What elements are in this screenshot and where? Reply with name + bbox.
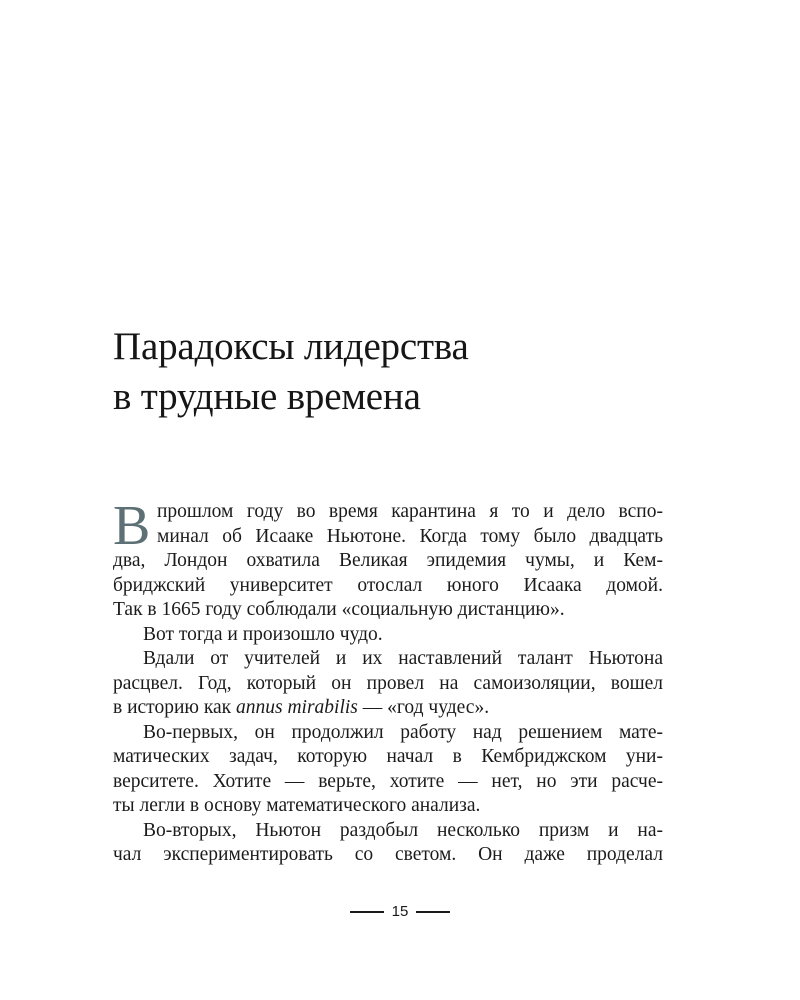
body-text	[113, 495, 663, 868]
text-line: прошлом году во время карантина я то и дело вспо-	[157, 501, 663, 522]
chapter-title-line-2: в трудные времена	[113, 375, 421, 418]
text-segment: — «год чудес».	[362, 697, 490, 718]
folio-rule-right	[416, 911, 450, 913]
text-line: Во-первых, он продолжил работу над решением мате-	[143, 721, 663, 743]
text-line: расцвел. Год, который он провел на самоизоляции, вошел	[113, 672, 663, 694]
text-line: Так в 1665 году соблюдали «социальную дистанцию».	[113, 599, 565, 620]
text-line: Вдали от учителей и их наставлений талант Ньютона	[143, 648, 663, 669]
text-line: чал экспериментировать со светом. Он даже проделал	[113, 844, 663, 865]
text-line: ты легли в основу математического анализа.	[113, 795, 481, 816]
page-number: 15	[391, 903, 409, 920]
text-line: Во-вторых, Ньютон раздобыл несколько призм и на-	[143, 819, 663, 841]
text-line: матических задач, которую начал в Кембриджском уни-	[113, 746, 663, 767]
folio-rule-left	[350, 911, 384, 913]
italic-term: annus mirabilis	[236, 697, 358, 718]
drop-cap: В	[113, 495, 151, 557]
page-footer	[0, 900, 800, 924]
text-segment: в историю как	[113, 697, 232, 718]
text-line: верситете. Хотите — верьте, хотите — нет, но эти расче-	[113, 770, 663, 792]
text-line	[113, 696, 663, 721]
chapter-title-line-1: Парадоксы лидерства	[113, 325, 469, 368]
text-line: Вот тогда и произошло чудо.	[143, 623, 383, 645]
text-line: два, Лондон охватила Великая эпидемия чумы, и Кем-	[113, 550, 663, 571]
text-line: бриджский университет отослал юного Исаака домой.	[113, 574, 663, 596]
chapter-title	[113, 322, 713, 422]
text-line: минал об Исааке Ньютоне. Когда тому было двадцать	[157, 525, 663, 547]
